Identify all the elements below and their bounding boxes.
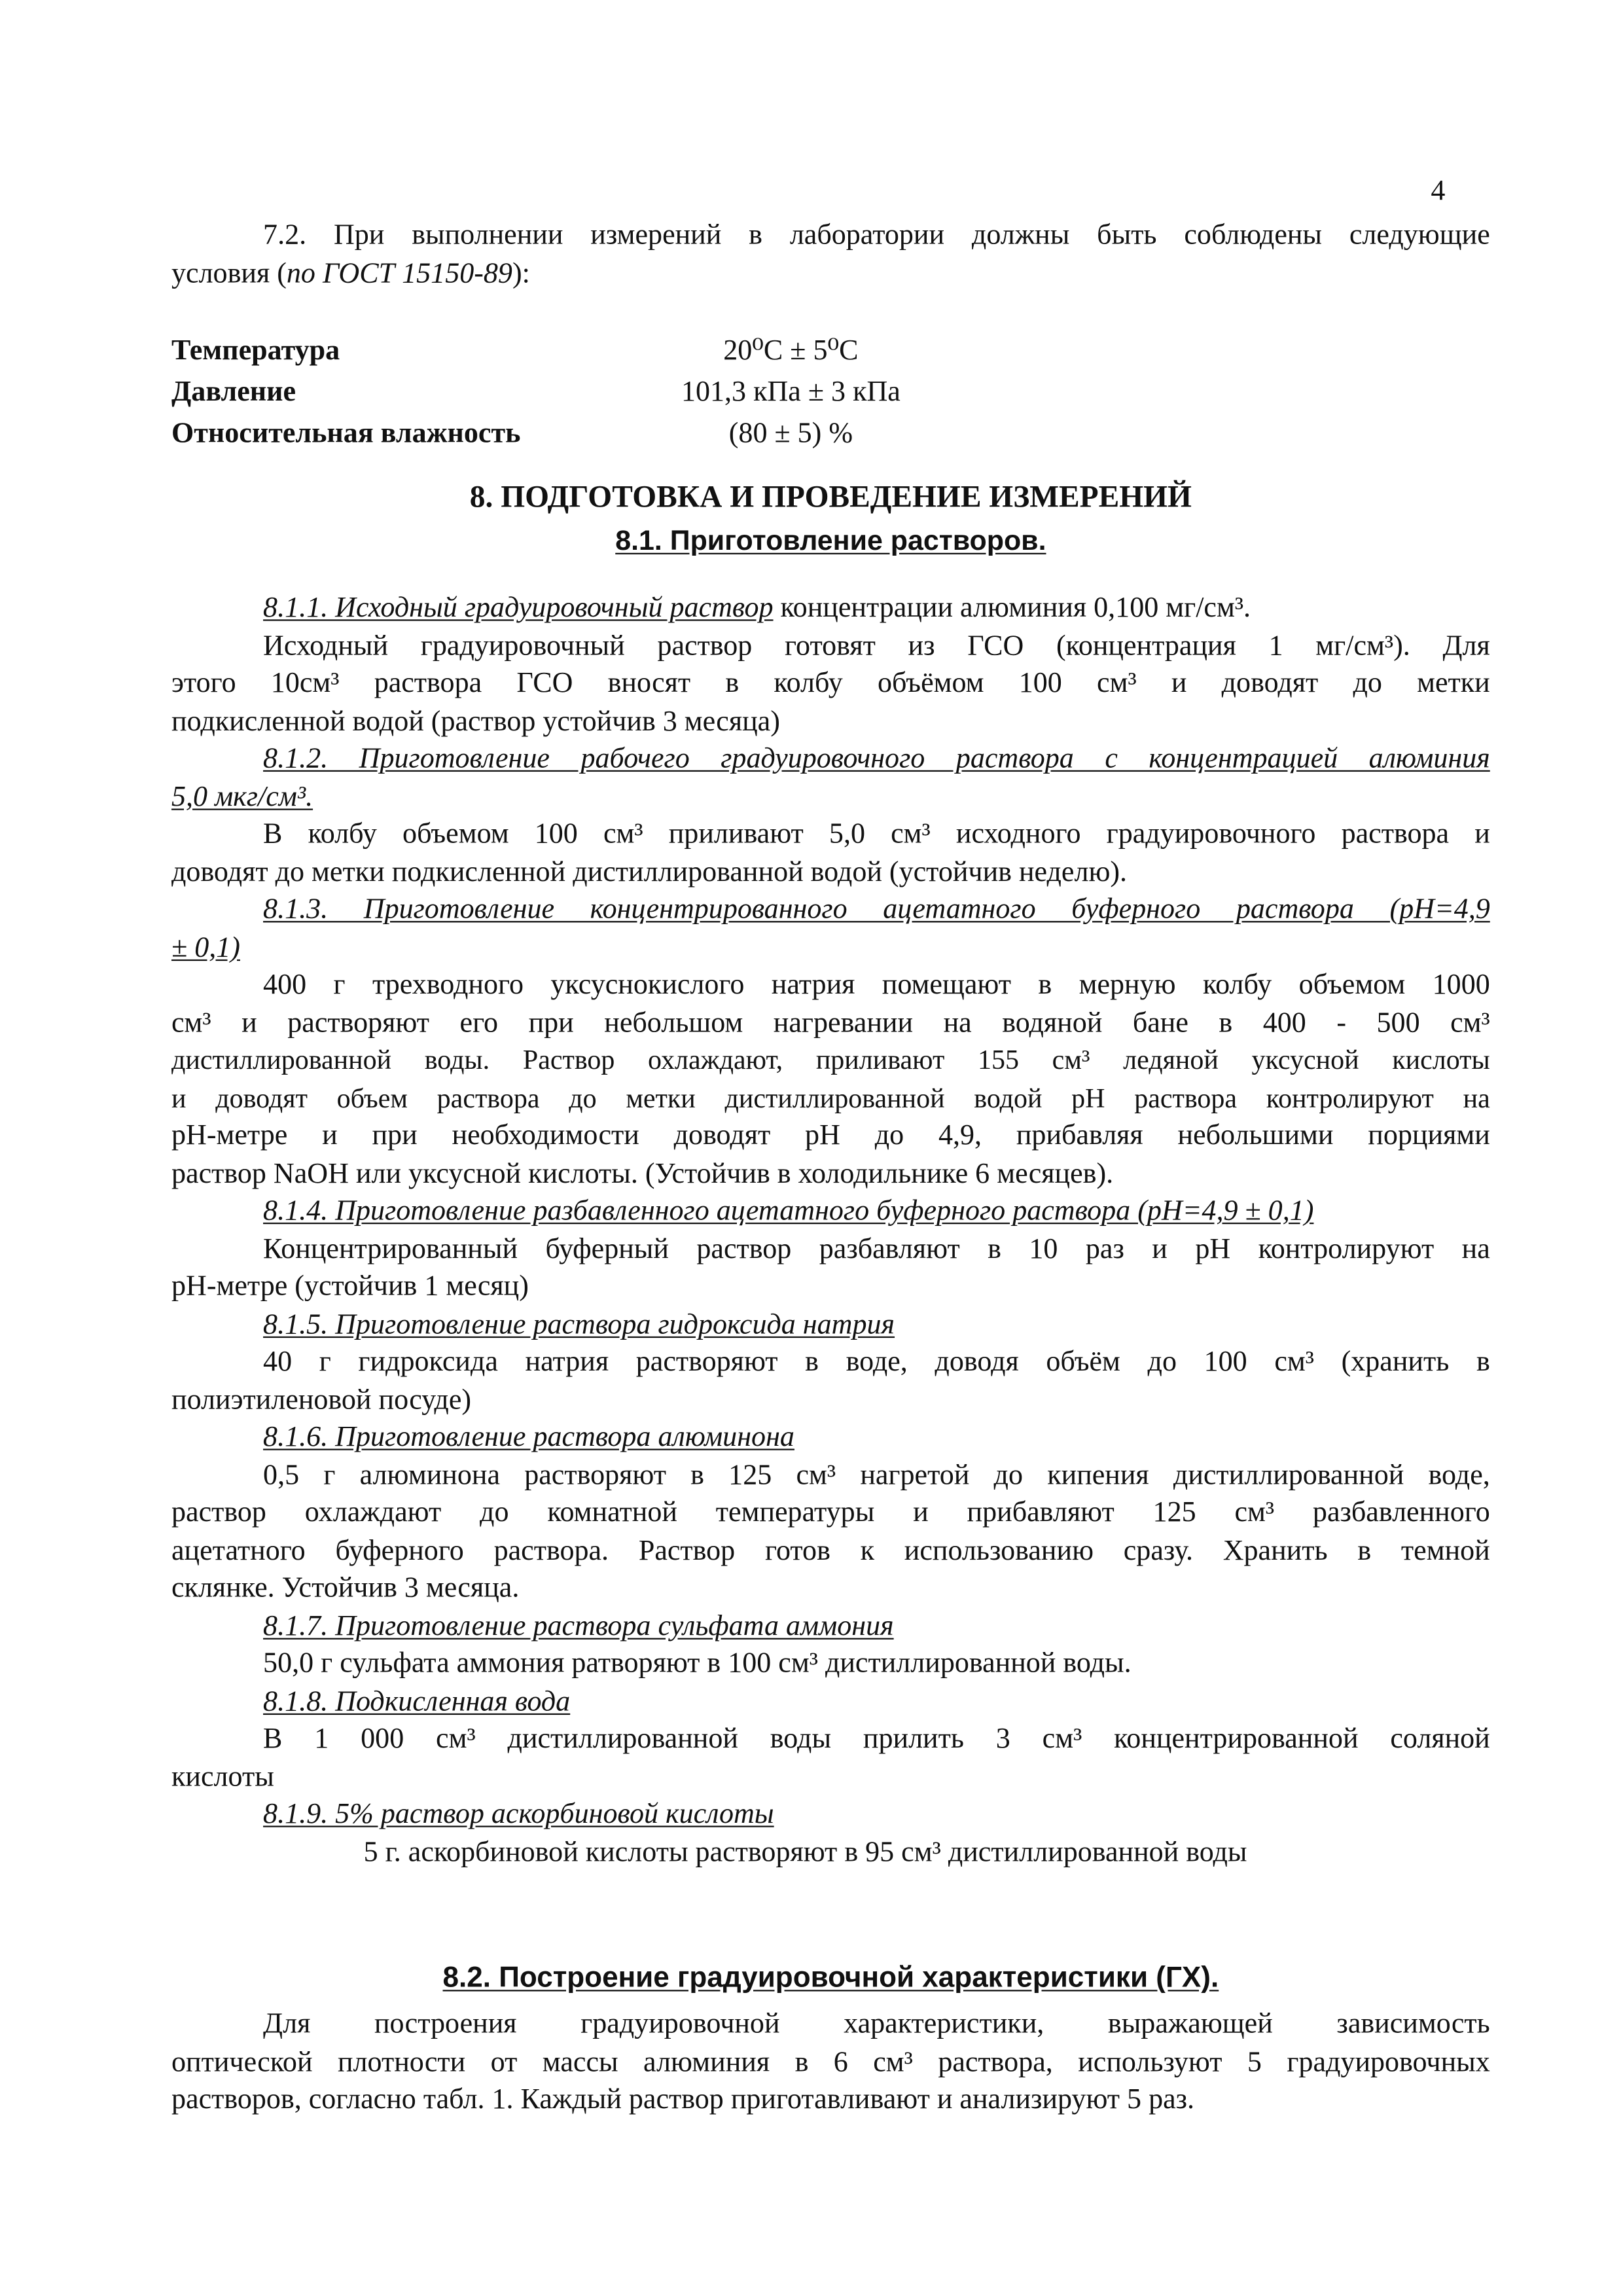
body-line: доводят до метки подкисленной дистиллированной водой (устойчив неделю).	[171, 856, 1128, 888]
gost-reference: по ГОСТ 15150-89	[286, 258, 512, 289]
body-line: оптической плотности от массы алюминия в 6 см³ раствора, используют 5 градуировочных	[171, 2047, 1490, 2078]
condition-label: Давление	[171, 376, 296, 408]
body-line: ацетатного буферного раствора. Раствор готов к использованию сразу. Хранить в темной	[171, 1535, 1490, 1567]
paragraph-heading-line	[171, 590, 1490, 628]
paragraph-heading: 8.1.3. Приготовление концентрированного ацетатного буферного раствора (рН=4,9	[263, 894, 1490, 925]
body-line: раствор охлаждают до комнатной температуры и прибавляют 125 см³ разбавленного	[171, 1498, 1490, 1529]
condition-row-humidity	[171, 416, 1490, 454]
paragraph-heading: 8.1.7. Приготовление раствора сульфата аммония	[263, 1610, 894, 1642]
condition-value: (80 ± 5) %	[728, 418, 853, 450]
paragraph-heading: 5,0 мкг/см³.	[171, 781, 313, 813]
body-line: полиэтиленовой посуде)	[171, 1384, 472, 1416]
condition-row-temperature	[171, 332, 1490, 370]
condition-row-pressure	[171, 374, 1490, 412]
body-line: и доводят объем раствора до метки дистиллированной водой рН раствора контролируют на	[171, 1083, 1490, 1114]
body-line: 400 г трехводного уксуснокислого натрия помещают в мерную колбу объемом 1000	[263, 969, 1490, 1001]
page-number: 4	[1431, 175, 1446, 207]
condition-label: Относительная влажность	[171, 418, 521, 450]
body-line: этого 10см³ раствора ГСО вносят в колбу объёмом 100 см³ и доводят до метки	[171, 668, 1490, 700]
condition-value: 101,3 кПа ± 3 кПа	[681, 376, 901, 408]
body-line: 5 г. аскорбиновой кислоты растворяют в 95 см³ дистиллированной воды	[363, 1837, 1247, 1868]
intro-text: ):	[512, 258, 530, 289]
section-8-2-title: 8.2. Построение градуировочной характеристики (ГХ).	[442, 1962, 1219, 1994]
body-line: В колбу объемом 100 см³ приливают 5,0 см³ исходного градуировочного раствора и	[263, 819, 1490, 850]
section-8-2-paragraph	[171, 2006, 1490, 2119]
paragraph-heading: 8.1.6. Приготовление раствора алюминона	[263, 1422, 794, 1454]
body-line: кислоты	[171, 1761, 274, 1793]
paragraph-heading: 8.1.4. Приготовление разбавленного ацетатного буферного раствора (рН=4,9 ± 0,1)	[263, 1196, 1314, 1227]
body-line: 0,5 г алюминона растворяют в 125 см³ нагретой до кипения дистиллированной воде,	[263, 1460, 1490, 1491]
body-paragraphs	[171, 590, 1490, 1871]
intro-line: 7.2. При выполнении измерений в лаборатории должны быть соблюдены следующие	[263, 220, 1490, 251]
body-line: Исходный градуировочный раствор готовят из ГСО (концентрация 1 мг/см³). Для	[263, 630, 1490, 662]
paragraph-heading: 8.1.8. Подкисленная вода	[263, 1686, 571, 1717]
paragraph-heading: ± 0,1)	[171, 932, 240, 963]
paragraph-heading: 8.1.1. Исходный градуировочный раствор	[263, 592, 774, 624]
intro-text: условия (	[171, 258, 287, 289]
body-line: растворов, согласно табл. 1. Каждый раствор приготавливают и анализируют 5 раз.	[171, 2084, 1195, 2116]
body-line: В 1 000 см³ дистиллированной воды прилить 3 см³ концентрированной соляной	[263, 1723, 1490, 1755]
body-line: рН-метре (устойчив 1 месяц)	[171, 1271, 529, 1302]
paragraph-heading: 8.1.2. Приготовление рабочего градуировочного раствора с концентрацией алюминия	[263, 744, 1490, 775]
intro-paragraph	[171, 217, 1490, 293]
condition-label: Температура	[171, 335, 340, 367]
paragraph-heading: 8.1.9. 5% раствор аскорбиновой кислоты	[263, 1799, 774, 1831]
condition-value: 20⁰С ± 5⁰С	[723, 335, 859, 367]
intro-line	[171, 255, 1490, 293]
body-line: склянке. Устойчив 3 месяца.	[171, 1573, 520, 1604]
body-line: см³ и растворяют его при небольшом нагревании на водяной бане в 400 - 500 см³	[171, 1007, 1490, 1039]
paragraph-heading-tail: концентрации алюминия 0,100 мг/см³.	[773, 592, 1251, 624]
body-line: подкисленной водой (раствор устойчив 3 месяца)	[171, 706, 780, 737]
section-title: 8. ПОДГОТОВКА И ПРОВЕДЕНИЕ ИЗМЕРЕНИЙ	[469, 478, 1192, 515]
body-line: рН-метре и при необходимости доводят рН до 4,9, прибавляя небольшими порциями	[171, 1121, 1490, 1152]
body-line: дистиллированной воды. Раствор охлаждают, приливают 155 см³ ледяной уксусной кислоты	[171, 1045, 1490, 1077]
subsection-title: 8.1. Приготовление растворов.	[615, 526, 1046, 558]
body-line: раствор NaOH или уксусной кислоты. (Устойчив в холодильнике 6 месяцев).	[171, 1158, 1114, 1190]
body-line: 50,0 г сульфата аммония ратворяют в 100 см³ дистиллированной воды.	[263, 1648, 1132, 1679]
body-line: 40 г гидроксида натрия растворяют в воде, доводя объём до 100 см³ (хранить в	[263, 1346, 1490, 1378]
body-line: Для построения градуировочной характеристики, выражающей зависимость	[263, 2009, 1490, 2041]
body-line: Концентрированный буферный раствор разбавляют в 10 раз и рН контролируют на	[263, 1233, 1490, 1265]
paragraph-heading: 8.1.5. Приготовление раствора гидроксида натрия	[263, 1309, 895, 1340]
